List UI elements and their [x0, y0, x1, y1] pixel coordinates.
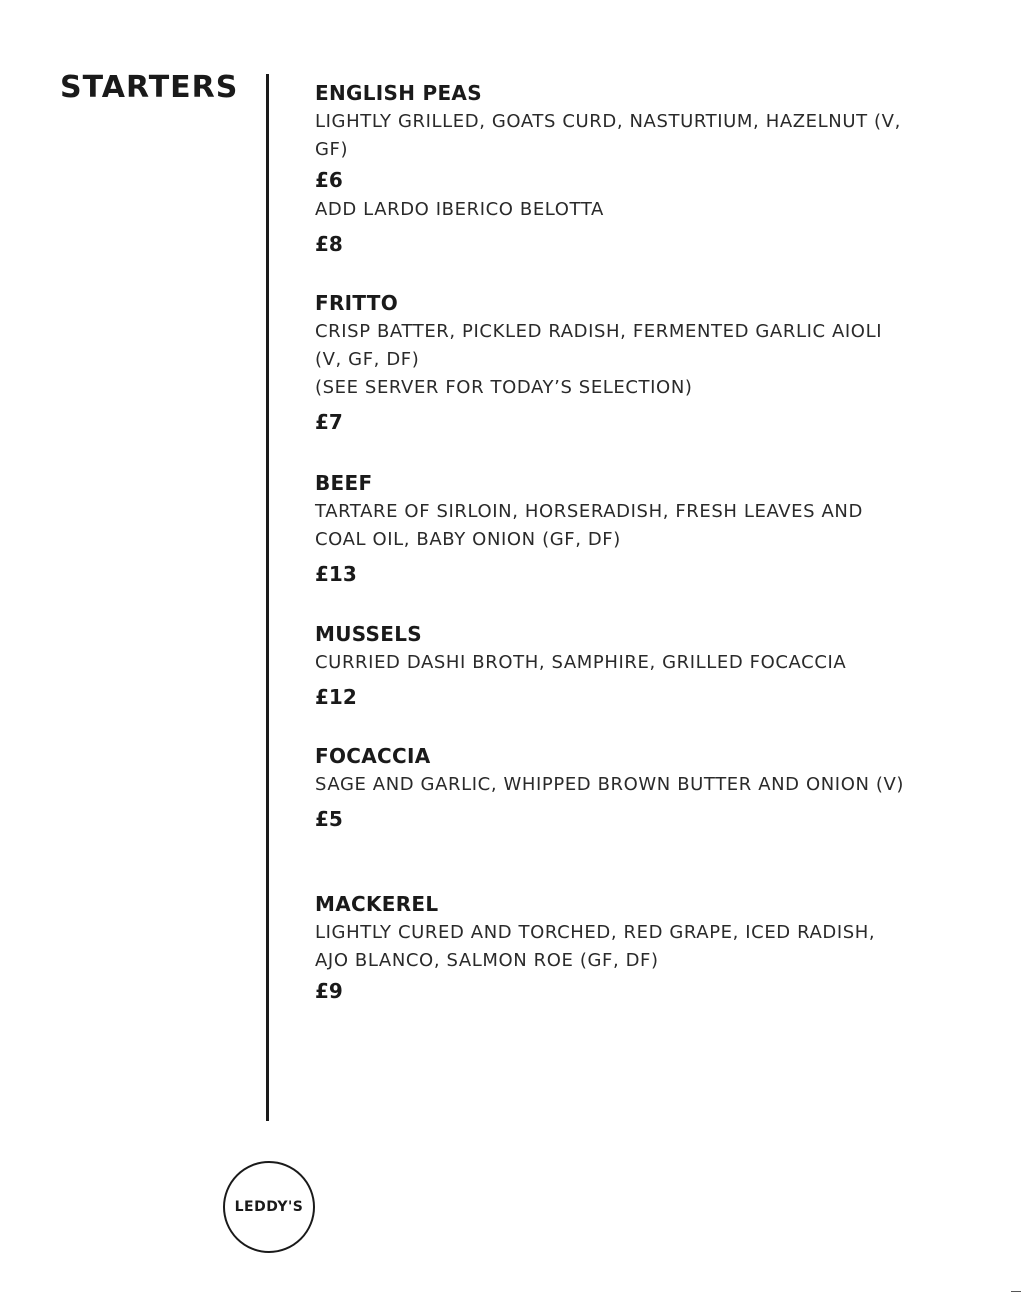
item-description: LIGHTLY CURED AND TORCHED, RED GRAPE, ICED RADISH, AJO BLANCO, SALMON ROE (GF, DF)	[315, 922, 876, 971]
item-price: £9	[315, 979, 343, 1003]
logo-text: LEDDY'S	[234, 1199, 304, 1215]
item-description: TARTARE OF SIRLOIN, HORSERADISH, FRESH LEAVES AND COAL OIL, BABY ONION (GF, DF)	[315, 501, 863, 550]
item-name: ENGLISH PEAS	[315, 81, 482, 105]
menu-item-english-peas	[315, 78, 915, 258]
menu-item-focaccia	[315, 741, 915, 833]
menu-item-mackerel	[315, 889, 915, 1005]
item-description: CRISP BATTER, PICKLED RADISH, FERMENTED GARLIC AIOLI (V, GF, DF)	[315, 321, 883, 370]
item-name: FRITTO	[315, 291, 399, 315]
item-price: £13	[315, 562, 357, 586]
item-price: £5	[315, 807, 343, 831]
item-price: £6	[315, 168, 343, 192]
item-name: MACKEREL	[315, 892, 439, 916]
menu-item-beef	[315, 468, 915, 588]
item-name: MUSSELS	[315, 622, 422, 646]
page-corner-mark	[1011, 1291, 1021, 1292]
menu-item-fritto	[315, 288, 915, 436]
restaurant-logo	[223, 1161, 315, 1253]
item-price: £12	[315, 685, 357, 709]
item-addon-price: £8	[315, 232, 343, 256]
item-addon: ADD LARDO IBERICO BELOTTA	[315, 199, 604, 220]
item-note: (SEE SERVER FOR TODAY’S SELECTION)	[315, 377, 693, 398]
menu-item-mussels	[315, 619, 915, 711]
item-description: CURRIED DASHI BROTH, SAMPHIRE, GRILLED FOCACCIA	[315, 652, 847, 673]
item-description: SAGE AND GARLIC, WHIPPED BROWN BUTTER AND ONION (V)	[315, 774, 905, 795]
section-title: STARTERS	[60, 70, 239, 105]
item-name: BEEF	[315, 471, 373, 495]
item-price: £7	[315, 410, 343, 434]
item-name: FOCACCIA	[315, 744, 431, 768]
vertical-divider	[266, 74, 269, 1121]
item-description: LIGHTLY GRILLED, GOATS CURD, NASTURTIUM, HAZELNUT (V, GF)	[315, 111, 901, 160]
